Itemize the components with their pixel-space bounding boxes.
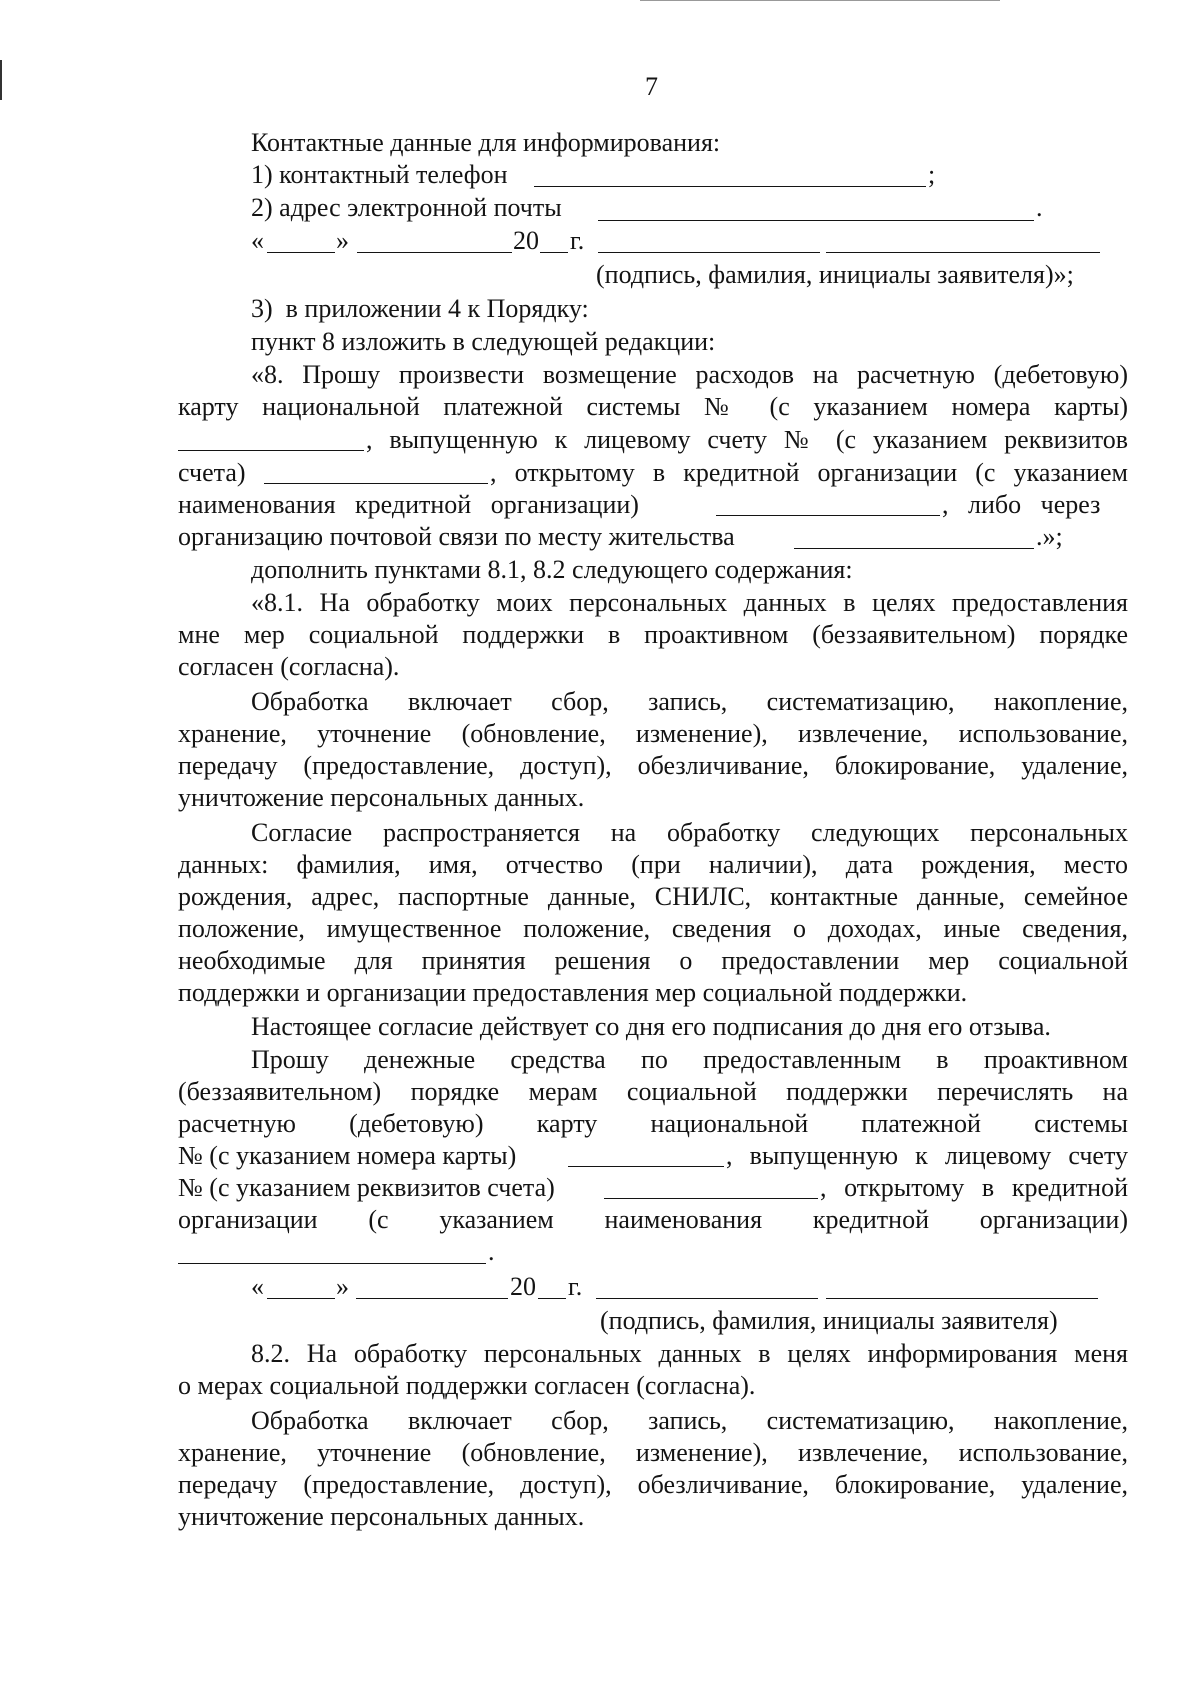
- p8-post-blank: [794, 548, 1034, 549]
- p8-line-1: «8. Прошу произвести возмещение расходов на расчетную (дебетовую): [251, 360, 1128, 389]
- funds-bank-blank: [178, 1263, 486, 1264]
- consent-line-5: необходимые для принятия решения о предоставлении мер социальной: [178, 946, 1128, 975]
- consent-line-4: положение, имущественное положение, сведения о доходах, иные сведения,: [178, 914, 1128, 943]
- p8-line-4a: счета): [178, 458, 246, 487]
- signature-blank: [598, 252, 820, 253]
- p8-line-5b: , либо через: [942, 490, 1101, 519]
- p82-line-1: 8.2. На обработку персональных данных в целях информирования меня: [251, 1339, 1128, 1368]
- funds-account-blank: [604, 1198, 818, 1199]
- page-number: 7: [645, 72, 658, 101]
- add-points: дополнить пунктами 8.1, 8.2 следующего содержания:: [251, 555, 853, 584]
- processing2-line-3: передачу (предоставление, доступ), обезличивание, блокирование, удаление,: [178, 1470, 1128, 1499]
- validity: Настоящее согласие действует со дня его подписания до дня его отзыва.: [251, 1012, 1051, 1041]
- p8-line-2: карту национальной платежной системы № (с указанием номера карты): [178, 392, 1128, 421]
- date2-quote-close: »: [336, 1272, 349, 1301]
- date-quote-close: »: [336, 226, 349, 255]
- year2-suffix: г.: [568, 1272, 583, 1301]
- month-blank: [357, 252, 512, 253]
- item-3: 3) в приложении 4 к Порядку:: [251, 294, 589, 323]
- p8-line-6a: организацию почтовой связи по месту жительства: [178, 522, 735, 551]
- funds-line-4a: № (с указанием номера карты): [178, 1141, 517, 1170]
- year2-blank: [538, 1298, 566, 1299]
- p8-line-5a: наименования кредитной организации): [178, 490, 639, 519]
- p81-line-2: мне мер социальной поддержки в проактивном (беззаявительном) порядке: [178, 620, 1128, 649]
- scan-top-line: [640, 0, 1000, 1]
- processing1-line-4: уничтожение персональных данных.: [178, 783, 585, 812]
- consent-line-3: рождения, адрес, паспортные данные, СНИЛС, контактные данные, семейное: [178, 882, 1128, 911]
- p8-line-6b: .»;: [1036, 522, 1063, 551]
- consent-line-1: Согласие распространяется на обработку следующих персональных: [251, 818, 1128, 847]
- phone-label: 1) контактный телефон: [251, 160, 508, 189]
- day-blank: [267, 252, 335, 253]
- funds-line-4b: , выпущенную к лицевому счету: [726, 1141, 1128, 1170]
- year-prefix: 20: [513, 226, 539, 255]
- name-blank: [826, 252, 1100, 253]
- contacts-heading: Контактные данные для информирования:: [251, 128, 721, 157]
- processing1-line-1: Обработка включает сбор, запись, систематизацию, накопление,: [251, 687, 1128, 716]
- p82-line-2: о мерах социальной поддержки согласен (согласна).: [178, 1371, 756, 1400]
- p8-line-3: , выпущенную к лицевому счету № (с указанием реквизитов: [366, 425, 1128, 454]
- email-blank: [598, 220, 1034, 221]
- funds-line-3: расчетную (дебетовую) карту национальной платежной системы: [178, 1109, 1128, 1138]
- p81-line-1: «8.1. На обработку моих персональных данных в целях предоставления: [251, 588, 1128, 617]
- funds-line-7-end: .: [488, 1237, 495, 1266]
- phone-end: ;: [928, 160, 936, 189]
- date-quote-open: «: [251, 226, 264, 255]
- signature2-blank: [596, 1298, 818, 1299]
- email-label: 2) адрес электронной почты: [251, 193, 562, 222]
- p81-line-3: согласен (согласна).: [178, 652, 400, 681]
- consent-line-6: поддержки и организации предоставления мер социальной поддержки.: [178, 978, 968, 1007]
- day2-blank: [267, 1298, 335, 1299]
- processing1-line-2: хранение, уточнение (обновление, изменение), извлечение, использование,: [178, 719, 1128, 748]
- name2-blank: [826, 1298, 1098, 1299]
- year-blank: [540, 252, 568, 253]
- year2-prefix: 20: [510, 1272, 536, 1301]
- email-end: .: [1036, 193, 1043, 222]
- processing2-line-4: уничтожение персональных данных.: [178, 1502, 585, 1531]
- p8-line-4b: , открытому в кредитной организации (с указанием: [490, 458, 1128, 487]
- processing2-line-1: Обработка включает сбор, запись, систематизацию, накопление,: [251, 1406, 1128, 1435]
- processing2-line-2: хранение, уточнение (обновление, изменение), извлечение, использование,: [178, 1438, 1128, 1467]
- signature2-caption: (подпись, фамилия, инициалы заявителя): [600, 1306, 1058, 1335]
- month2-blank: [356, 1298, 508, 1299]
- p8-card-blank: [178, 450, 364, 451]
- consent-line-2: данных: фамилия, имя, отчество (при наличии), дата рождения, место: [178, 850, 1128, 879]
- funds-card-blank: [568, 1166, 724, 1167]
- funds-line-2: (беззаявительном) порядке мерам социальной поддержки перечислять на: [178, 1077, 1128, 1106]
- funds-line-5b: , открытому в кредитной: [820, 1173, 1128, 1202]
- signature-caption: (подпись, фамилия, инициалы заявителя)»;: [596, 260, 1074, 289]
- date2-quote-open: «: [251, 1272, 264, 1301]
- p8-bank-blank: [716, 515, 940, 516]
- funds-line-1: Прошу денежные средства по предоставленным в проактивном: [251, 1045, 1128, 1074]
- p8-account-blank: [264, 483, 488, 484]
- item-8-intro: пункт 8 изложить в следующей редакции:: [251, 327, 716, 356]
- funds-line-5a: № (с указанием реквизитов счета): [178, 1173, 555, 1202]
- phone-blank: [534, 186, 926, 187]
- processing1-line-3: передачу (предоставление, доступ), обезличивание, блокирование, удаление,: [178, 751, 1128, 780]
- year-suffix: г.: [570, 226, 585, 255]
- funds-line-6: организации (с указанием наименования кредитной организации): [178, 1205, 1128, 1234]
- scan-edge-mark: [0, 60, 2, 100]
